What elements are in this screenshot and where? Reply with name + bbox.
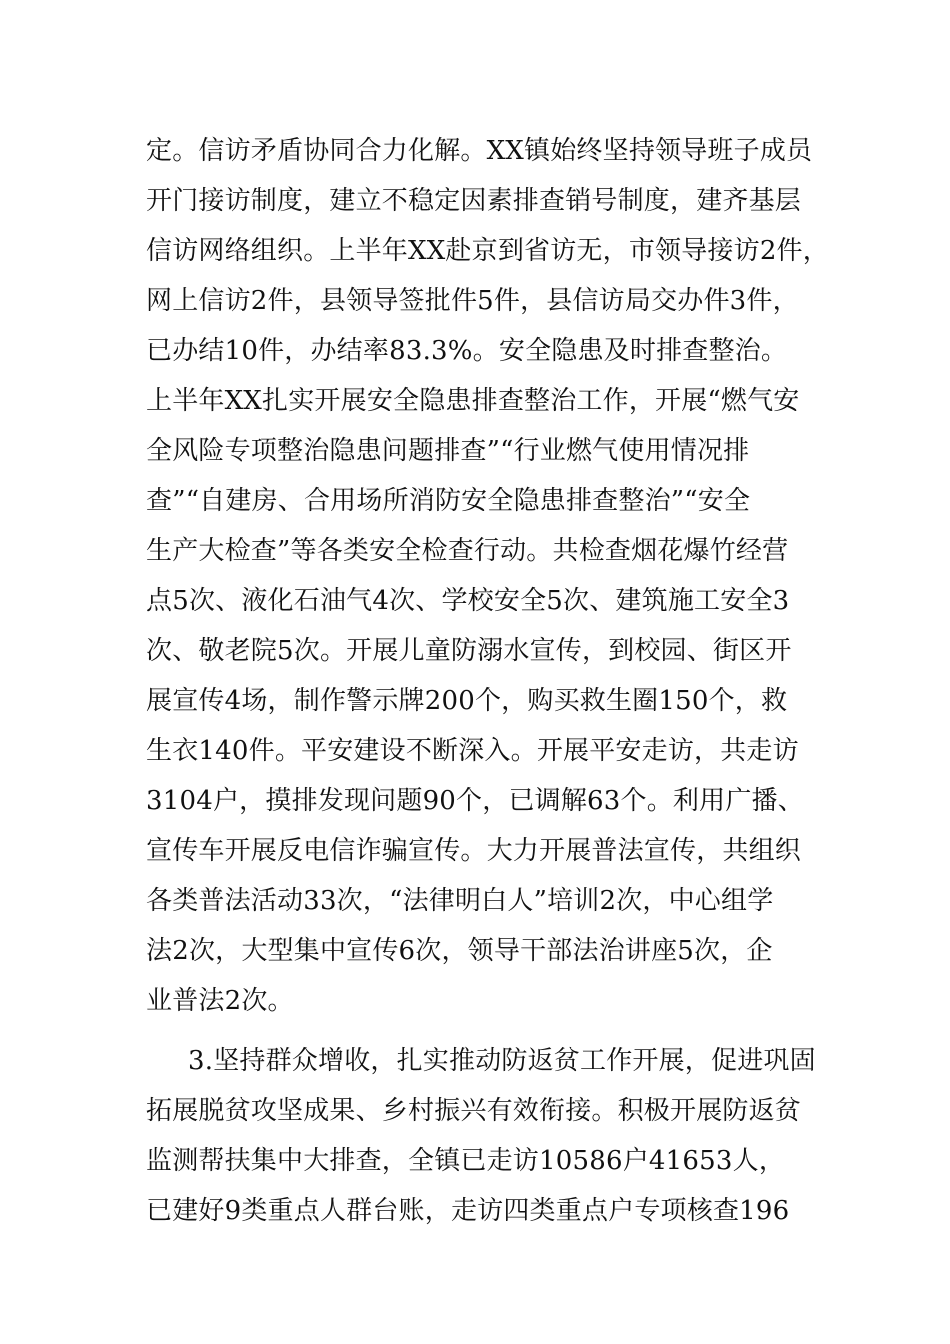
text-line: 展宣传4场，制作警示牌200个，购买救生圈150个，救 bbox=[146, 686, 788, 716]
text-line: 查”“自建房、合用场所消防安全隐患排查整治”“安全 bbox=[146, 486, 751, 516]
text-line: 上半年XX扎实开展安全隐患排查整治工作，开展“燃气安 bbox=[146, 386, 800, 416]
text-line: 生产大检查”等各类安全检查行动。共检查烟花爆竹经营 bbox=[146, 536, 789, 566]
text-line: 开门接访制度，建立不稳定因素排查销号制度，建齐基层 bbox=[146, 186, 802, 216]
text-line: 已办结10件，办结率83.3%。安全隐患及时排查整治。 bbox=[146, 336, 788, 366]
text-line: 拓展脱贫攻坚成果、乡村振兴有效衔接。积极开展防返贫 bbox=[146, 1096, 802, 1126]
text-line: 法2次，大型集中宣传6次，领导干部法治讲座5次，企 bbox=[146, 936, 773, 966]
text-line: 已建好9类重点人群台账，走访四类重点户专项核查196 bbox=[146, 1196, 790, 1226]
section-heading-line: 3.坚持群众增收，扎实推动防返贫工作开展，促进巩固 bbox=[188, 1046, 816, 1076]
text-line: 监测帮扶集中大排查，全镇已走访10586户41653人， bbox=[146, 1146, 786, 1176]
text-line: 次、敬老院5次。开展儿童防溺水宣传，到校园、街区开 bbox=[146, 636, 792, 666]
text-line: 各类普法活动33次，“法律明白人”培训2次，中心组学 bbox=[146, 886, 774, 916]
text-line: 业普法2次。 bbox=[146, 986, 294, 1016]
document-body bbox=[146, 126, 829, 1236]
text-line: 网上信访2件，县领导签批件5件，县信访局交办件3件， bbox=[146, 286, 799, 316]
text-line: 全风险专项整治隐患问题排查”“行业燃气使用情况排 bbox=[146, 436, 750, 466]
text-line: 信访网络组织。上半年XX赴京到省访无，市领导接访2件， bbox=[146, 236, 829, 266]
text-line: 3104户，摸排发现问题90个，已调解63个。利用广播、 bbox=[146, 786, 804, 816]
text-line: 点5次、液化石油气4次、学校安全5次、建筑施工安全3 bbox=[146, 586, 790, 616]
text-line: 生衣140件。平安建设不断深入。开展平安走访，共走访 bbox=[146, 736, 799, 766]
text-line: 宣传车开展反电信诈骗宣传。大力开展普法宣传，共组织 bbox=[146, 836, 802, 866]
text-line: 定。信访矛盾协同合力化解。XX镇始终坚持领导班子成员 bbox=[146, 136, 813, 166]
